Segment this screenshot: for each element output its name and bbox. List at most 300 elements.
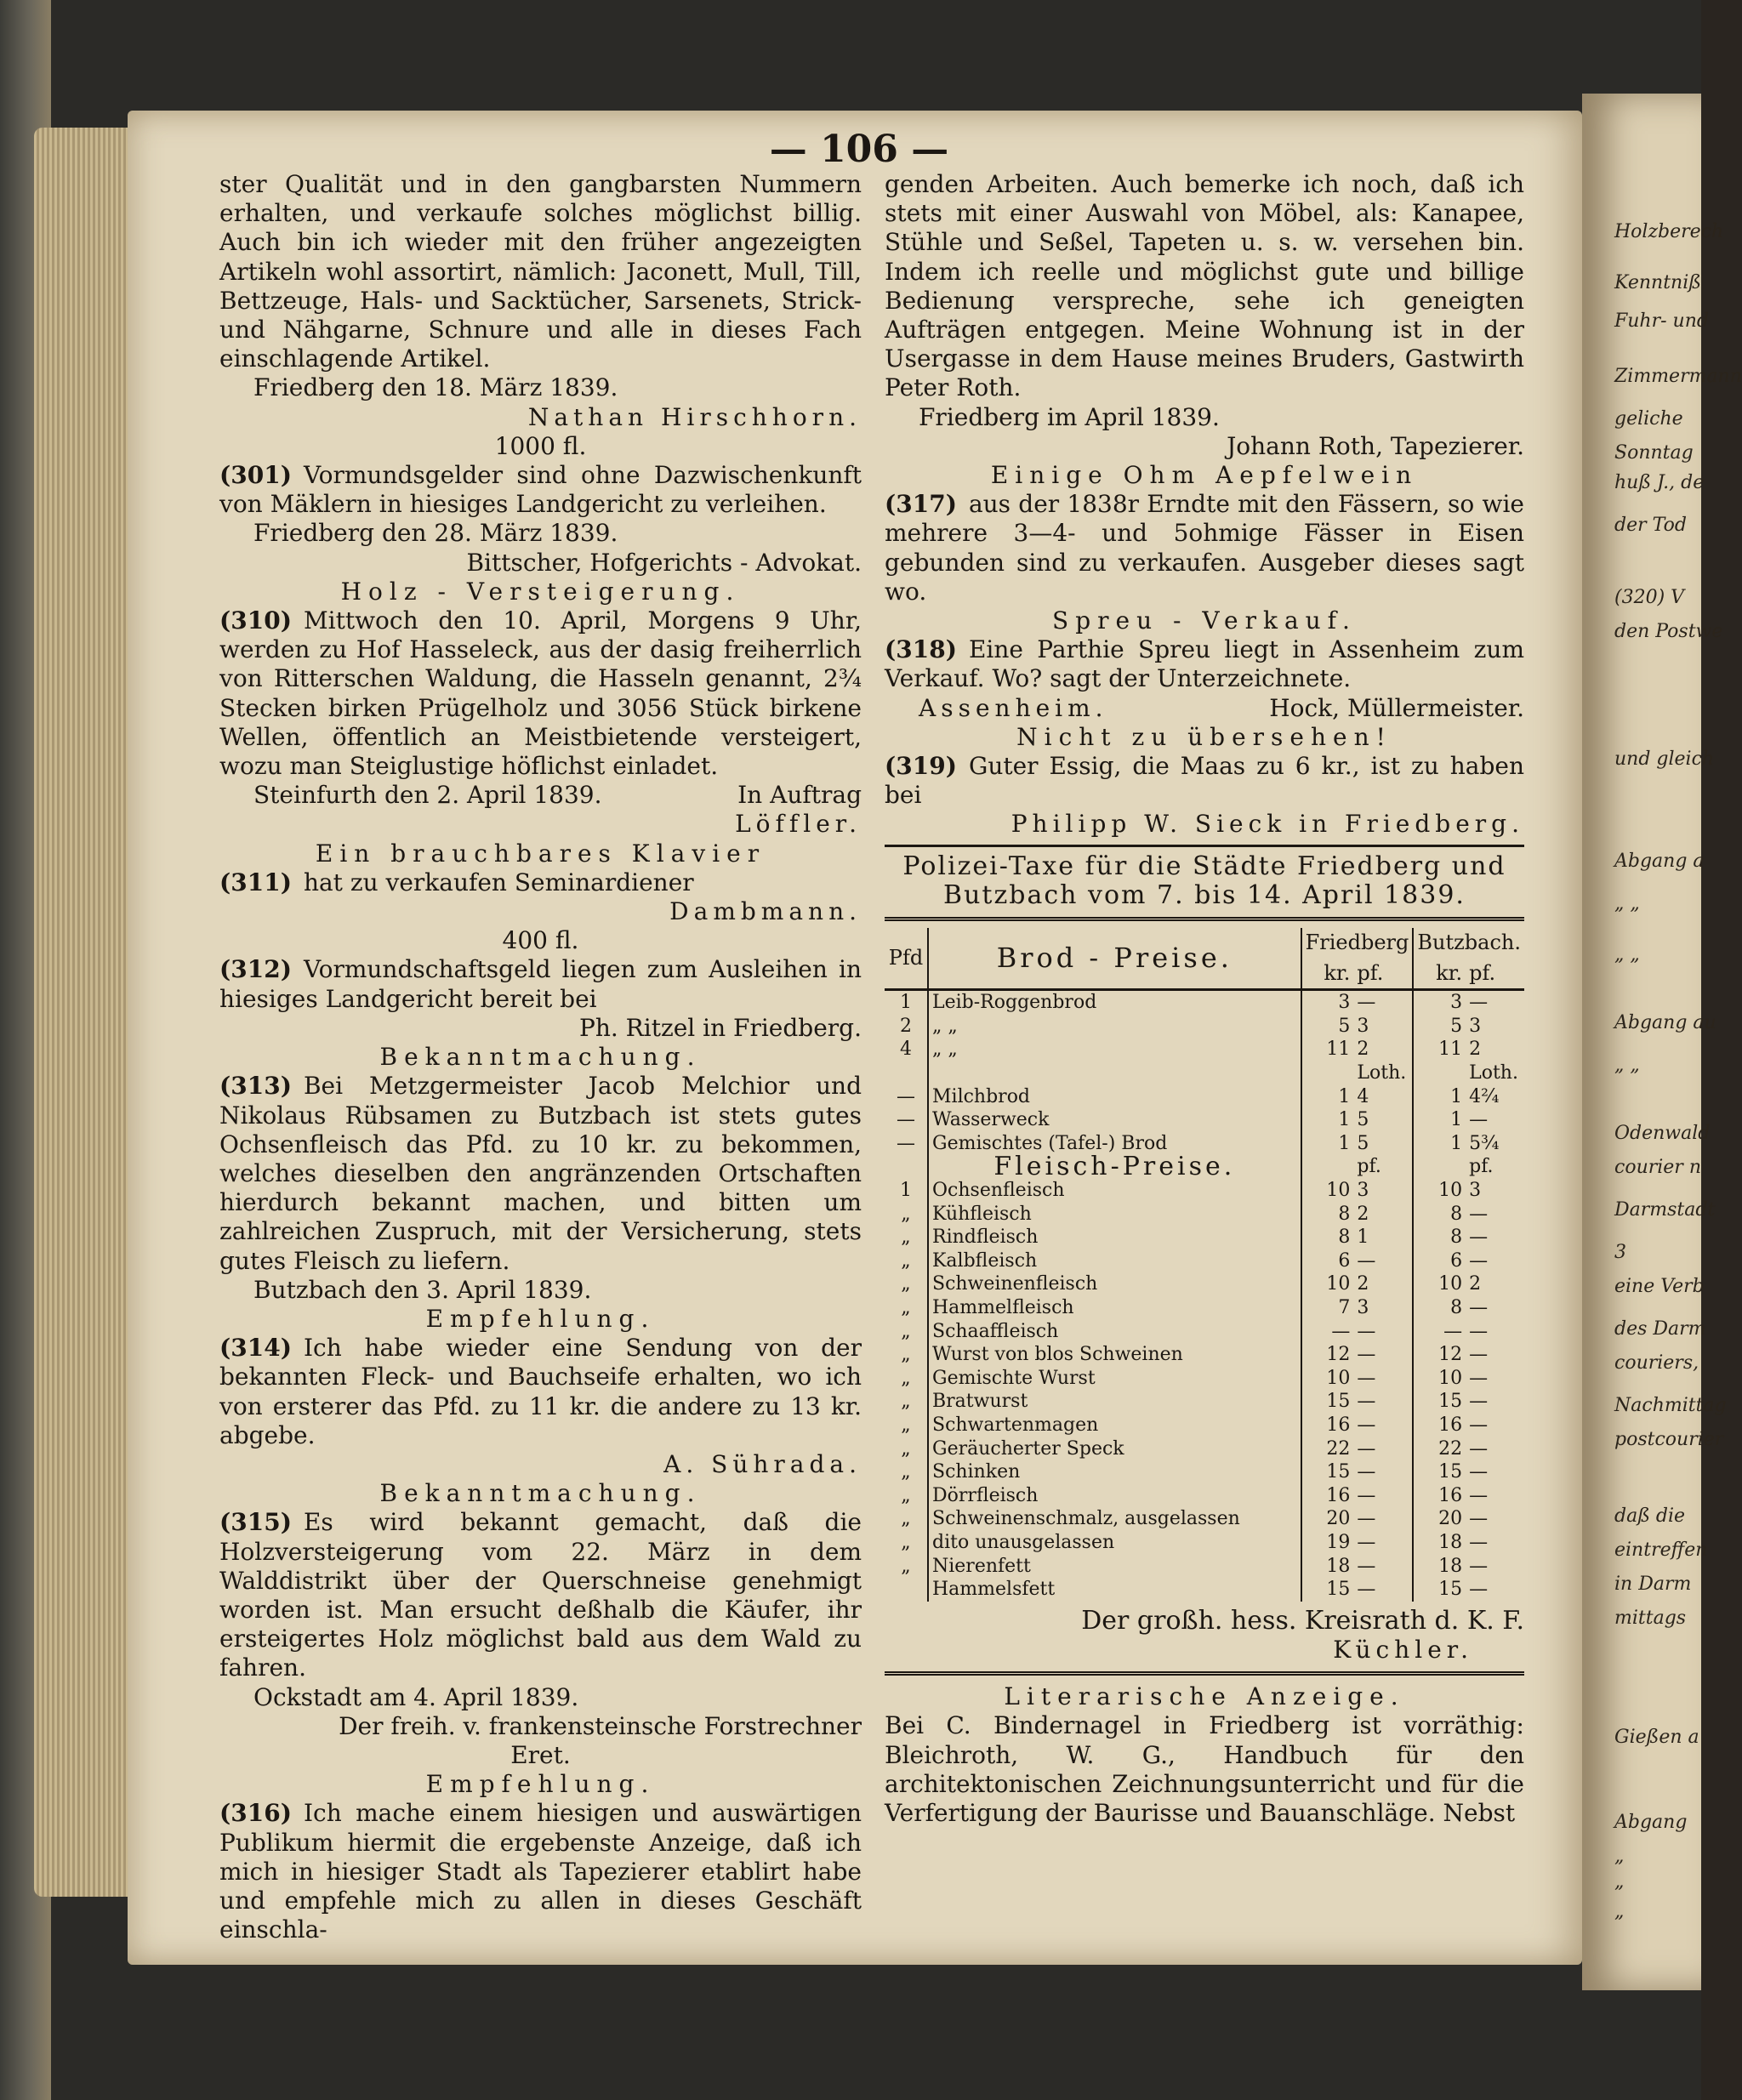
fleisch-butzbach-kr: 10: [1413, 1272, 1466, 1296]
facing-page-fragment: courier n: [1614, 1157, 1701, 1178]
ad-315-signature-1: Der freih. v. frankensteinsche Forstrechner: [339, 1711, 862, 1740]
brod-butzbach-kr: 1: [1413, 1085, 1466, 1109]
fleisch-row: [885, 1507, 1524, 1531]
brod-butzbach-pf: 4²⁄₄: [1469, 1085, 1500, 1107]
fleisch-butzbach-pf: —: [1469, 1508, 1489, 1530]
ad-310-number: (310): [219, 606, 292, 635]
ad-318: [885, 635, 1524, 693]
fleisch-butzbach-kr: 10: [1413, 1367, 1466, 1391]
price-table-signature-2: Küchler.: [1333, 1635, 1473, 1664]
fleisch-friedberg-pf: —: [1357, 1414, 1376, 1436]
ad-319-signature: Philipp W. Sieck in Friedberg.: [1010, 810, 1524, 839]
fleisch-friedberg-kr: —: [1301, 1320, 1354, 1344]
fleisch-friedberg-pf: 1: [1357, 1226, 1369, 1249]
ad-301: [219, 461, 862, 519]
brod-butzbach-pf: —: [1469, 1109, 1489, 1131]
fleisch-butzbach-pf: —: [1469, 1226, 1489, 1249]
intro-text: ster Qualität und in den gangbarsten Nummern erhalten, und verkaufe solches möglichst billig. Auch bin ich wieder mit den früher angezeigten Artikeln wohl assortirt, nämlich: Jaconett, Mull, Till, Bettzeuge, Hals- und Sacktücher, Sarsenets, Strick- und Nähgarne, Schnure und alle in dieses Fach einschlagende Artikel.: [219, 170, 862, 373]
fleisch-friedberg-kr: 19: [1301, 1531, 1354, 1555]
fleisch-row: [885, 1484, 1524, 1508]
brod-butzbach-kr: [1413, 1061, 1466, 1085]
ad-314-text: Ich habe wieder eine Sendung von der bekannten Fleck- und Bauchseife erhalten, wo ich von ersterer das Pfd. zu 11 kr. die andere zu 13 kr. abgebe.: [219, 1334, 862, 1449]
ad-315-number: (315): [219, 1508, 292, 1537]
fleisch-row: [885, 1414, 1524, 1437]
facing-page-fragment: „ „: [1614, 1055, 1640, 1076]
ad-313-heading: Bekanntmachung.: [379, 1043, 702, 1072]
fleisch-friedberg-kr: 18: [1301, 1555, 1354, 1579]
ad-315: [219, 1508, 862, 1682]
fleisch-item: Nierenfett: [932, 1555, 1031, 1577]
ad-310-heading: Holz - Versteigerung.: [340, 577, 741, 606]
fleisch-butzbach-pf: —: [1469, 1484, 1489, 1506]
fleisch-row: [885, 1460, 1524, 1484]
ad-312-signature: Ph. Ritzel in Friedberg.: [579, 1013, 862, 1042]
brod-butzbach-pf: 3: [1469, 1015, 1482, 1037]
fleisch-pf-label-2: pf.: [1469, 1156, 1494, 1178]
facing-page-fragment: Odenwald: [1614, 1123, 1711, 1144]
fleisch-friedberg-kr: 20: [1301, 1507, 1354, 1531]
ad-311-signature: Dambmann.: [669, 897, 862, 926]
col-friedberg-kr: kr.: [1301, 959, 1354, 990]
fleisch-butzbach-pf: —: [1469, 1461, 1489, 1483]
fleisch-butzbach-kr: 16: [1413, 1414, 1466, 1437]
facing-page-fragment: und gleich: [1614, 748, 1715, 770]
fleisch-row: [885, 1555, 1524, 1579]
fleisch-row: [885, 1390, 1524, 1414]
brod-row: [885, 1108, 1524, 1132]
fleisch-pfd: „: [885, 1437, 928, 1461]
fleisch-friedberg-pf: —: [1357, 1249, 1376, 1272]
fleisch-pfd: „: [885, 1367, 928, 1391]
ad-316-heading: Empfehlung.: [425, 1770, 656, 1799]
price-table-title: Polizei-Taxe für die Städte Friedberg und Butzbach vom 7. bis 14. April 1839.: [902, 851, 1506, 910]
fleisch-pfd: „: [885, 1226, 928, 1249]
fleisch-friedberg-kr: 15: [1301, 1460, 1354, 1484]
fleisch-item: Schinken: [932, 1461, 1021, 1483]
spacer-cell: [885, 1155, 928, 1179]
ad-318-text: Eine Parthie Spreu liegt in Assenheim zum Verkauf. Wo? sagt der Unterzeichnete.: [885, 635, 1524, 693]
brod-pfd: —: [885, 1085, 928, 1109]
fleisch-butzbach-pf: —: [1469, 1555, 1489, 1577]
ad-316-text: Ich mache einem hiesigen und auswärtigen Publikum hiermit die ergebenste Anzeige, daß ich mich in hiesiger Stadt als Tapezierer etablirt habe und empfehle mich zu allen in dieses Geschäft einschla-: [219, 1799, 862, 1944]
brod-row: [885, 1015, 1524, 1039]
ad-315-place: Ockstadt am 4. April 1839.: [253, 1682, 579, 1711]
col-butzbach-kr: kr.: [1413, 959, 1466, 990]
fleisch-butzbach-pf: 3: [1469, 1180, 1482, 1202]
fleisch-pfd: „: [885, 1507, 928, 1531]
facing-page-fragment: geliche: [1614, 408, 1683, 430]
fleisch-butzbach-kr: —: [1413, 1320, 1466, 1344]
ad-310-text: Mittwoch den 10. April, Morgens 9 Uhr, werden zu Hof Hasseleck, aus der dasig freiherrlich von Ritterschen Waldung, die Hasseln genannt, 2¾ Stecken birken Prügelholz und 3056 Stück birkene Wellen, öffentlich an Meistbietende versteigert, wozu man Steiglustige höflichst einladet.: [219, 606, 862, 781]
brod-pfd: —: [885, 1108, 928, 1132]
facing-page-fragment: „ „: [1614, 944, 1640, 965]
fleisch-item: Hammelsfett: [932, 1579, 1056, 1601]
ad-310-signature-2: Löffler.: [735, 810, 862, 839]
price-table: [885, 928, 1524, 1602]
fleisch-butzbach-kr: 6: [1413, 1249, 1466, 1273]
brod-row: [885, 1061, 1524, 1085]
ad-316: [219, 1799, 862, 1944]
fleisch-item: Bratwurst: [932, 1391, 1028, 1413]
fleisch-item: Wurst von blos Schweinen: [932, 1344, 1183, 1366]
divider: [885, 845, 1524, 847]
facing-page-fragment: eintreffen: [1614, 1539, 1708, 1561]
facing-page-fragment: mittags: [1614, 1608, 1687, 1629]
fleisch-friedberg-kr: 10: [1301, 1272, 1354, 1296]
col-butzbach-pf: pf.: [1466, 959, 1524, 990]
brod-friedberg-kr: 3: [1301, 990, 1354, 1015]
right-column: [885, 170, 1524, 1828]
ad-317: [885, 490, 1524, 606]
ad-301-heading: 1000 fl.: [494, 431, 587, 460]
facing-page-fragment: Abgang au: [1614, 1012, 1716, 1033]
ad-318-place-line: [885, 694, 1524, 723]
facing-page-fragment: „: [1614, 1846, 1625, 1867]
ad-314-number: (314): [219, 1334, 292, 1363]
fleisch-friedberg-pf: 3: [1357, 1296, 1369, 1318]
fleisch-friedberg-pf: —: [1357, 1531, 1376, 1553]
fleisch-item: Schweinenschmalz, ausgelassen: [932, 1508, 1240, 1530]
brod-butzbach-pf: —: [1469, 992, 1489, 1014]
fleisch-rows: [885, 1179, 1524, 1602]
ad-316-place: Friedberg im April 1839.: [919, 402, 1220, 431]
fleisch-item: Schwartenmagen: [932, 1414, 1099, 1436]
fleisch-pfd: „: [885, 1296, 928, 1320]
ad-319-heading: Nicht zu übersehen!: [1016, 722, 1392, 751]
fleisch-row: [885, 1179, 1524, 1203]
facing-page-fragment: Abgang a: [1614, 851, 1705, 872]
fleisch-butzbach-kr: 10: [1413, 1179, 1466, 1203]
ad-319: [885, 752, 1524, 810]
ad-316-number: (316): [219, 1799, 292, 1828]
fleisch-butzbach-kr: 12: [1413, 1343, 1466, 1367]
facing-page-fragment: Holzberech: [1614, 221, 1724, 242]
fleisch-friedberg-pf: —: [1357, 1437, 1376, 1460]
facing-page-fragment: Abgang: [1614, 1812, 1688, 1833]
col-butzbach: Butzbach.: [1413, 928, 1524, 959]
ad-316-continued: genden Arbeiten. Auch bemerke ich noch, daß ich stets mit einer Auswahl von Möbel, als: Kanapee, Stühle und Seßel, Tapeten u. s. w. versehen bin. Indem ich reelle und möglichst gute und billige Bedienung verspreche, sehe ich geneigten Aufträgen entgegen. Meine Wohnung ist in der Usergasse in dem Hause meines Bruders, Gastwirth Peter Roth.: [885, 170, 1524, 402]
ad-310: [219, 606, 862, 781]
brod-item: „ „: [932, 1015, 958, 1037]
fleisch-friedberg-pf: —: [1357, 1484, 1376, 1506]
fleisch-friedberg-pf: —: [1357, 1579, 1376, 1601]
brod-butzbach-pf: Loth.: [1469, 1062, 1518, 1084]
ad-311: [219, 868, 862, 897]
ad-318-number: (318): [885, 635, 957, 664]
fleisch-friedberg-pf: —: [1357, 1461, 1376, 1483]
brod-row: [885, 1038, 1524, 1061]
fleisch-pfd: „: [885, 1531, 928, 1555]
fleisch-row: [885, 1203, 1524, 1226]
ad-318-signature: Hock, Müllermeister.: [1269, 693, 1524, 722]
fleisch-butzbach-pf: —: [1469, 1203, 1489, 1225]
brod-pfd: —: [885, 1132, 928, 1156]
fleisch-butzbach-pf: —: [1469, 1296, 1489, 1318]
facing-page-fragment: Zimmermann: [1614, 366, 1742, 387]
ad-319-number: (319): [885, 752, 957, 781]
fleisch-friedberg-kr: 10: [1301, 1367, 1354, 1391]
facing-page-fragment: in Darm: [1614, 1574, 1692, 1595]
brod-friedberg-kr: 11: [1301, 1038, 1354, 1061]
fleisch-item: Kühfleisch: [932, 1203, 1032, 1225]
fleisch-heading-row: [885, 1152, 1524, 1182]
fleisch-butzbach-kr: 18: [1413, 1531, 1466, 1555]
facing-page-fragment: eine Verb: [1614, 1276, 1705, 1297]
ad-312: [219, 955, 862, 1013]
facing-page-fragment: der Tod: [1614, 515, 1687, 536]
fleisch-friedberg-kr: 10: [1301, 1179, 1354, 1203]
fleisch-friedberg-pf: —: [1357, 1320, 1376, 1342]
facing-page-fragment: Gießen a: [1614, 1727, 1699, 1748]
fleisch-friedberg-kr: 6: [1301, 1249, 1354, 1273]
double-rule-2: [885, 1671, 1524, 1676]
fleisch-item: Ochsenfleisch: [932, 1180, 1065, 1202]
brod-friedberg-kr: 5: [1301, 1015, 1354, 1039]
ad-315-heading: Bekanntmachung.: [379, 1479, 702, 1508]
brod-friedberg-pf: 4: [1357, 1085, 1369, 1107]
fleisch-butzbach-pf: —: [1469, 1367, 1489, 1389]
facing-page-fragment: (320) V: [1614, 587, 1685, 608]
fleisch-row: [885, 1296, 1524, 1320]
intro-signature: Nathan Hirschhorn.: [527, 402, 862, 431]
facing-page-fragment: couriers,: [1614, 1352, 1699, 1374]
fleisch-row: [885, 1320, 1524, 1344]
ad-313-place: Butzbach den 3. April 1839.: [253, 1275, 592, 1304]
facing-page-fragment: Sonntag: [1614, 442, 1694, 464]
fleisch-friedberg-kr: 16: [1301, 1414, 1354, 1437]
ad-315-text: Es wird bekannt gemacht, daß die Holzversteigerung vom 22. März in dem Walddistrikt über der Querschneise genehmigt worden ist. Man ersucht deßhalb die Käufer, ihr ersteigertes Holz möglichst bald aus dem Wald zu fahren.: [219, 1508, 862, 1682]
brod-item: Milchbrod: [932, 1085, 1031, 1107]
ad-319-text: Guter Essig, die Maas zu 6 kr., ist zu haben bei: [885, 752, 1524, 810]
fleisch-butzbach-kr: 15: [1413, 1578, 1466, 1602]
fleisch-row: [885, 1367, 1524, 1391]
ad-318-heading: Spreu - Verkauf.: [1052, 606, 1357, 635]
left-column: [219, 170, 862, 1944]
fleisch-pfd: „: [885, 1484, 928, 1508]
ad-301-place: Friedberg den 28. März 1839.: [253, 519, 618, 548]
fleisch-friedberg-kr: 15: [1301, 1390, 1354, 1414]
col-friedberg-pf: pf.: [1353, 959, 1413, 990]
fleisch-friedberg-pf: —: [1357, 1391, 1376, 1413]
literary-text: Bei C. Bindernagel in Friedberg ist vorräthig: Bleichroth, W. G., Handbuch für den architektonischen Zeichnungsunterricht und für die Verfertigung der Baurisse und Bauanschläge. Nebst: [885, 1711, 1524, 1827]
fleisch-butzbach-pf: —: [1469, 1579, 1489, 1601]
brod-butzbach-pf: 2: [1469, 1039, 1482, 1061]
fleisch-row: [885, 1578, 1524, 1602]
fleisch-butzbach-pf: —: [1469, 1531, 1489, 1553]
fleisch-butzbach-pf: —: [1469, 1249, 1489, 1272]
fleisch-pfd: „: [885, 1390, 928, 1414]
brod-friedberg-kr: [1301, 1061, 1354, 1085]
intro-place: Friedberg den 18. März 1839.: [253, 373, 618, 402]
facing-page-fragment: postcourier: [1614, 1429, 1724, 1450]
facing-page-fragment: daß die: [1614, 1505, 1686, 1527]
facing-page-fragment: des Darm: [1614, 1318, 1706, 1340]
fleisch-pfd: [885, 1578, 928, 1602]
fleisch-friedberg-pf: —: [1357, 1508, 1376, 1530]
brod-friedberg-kr: 1: [1301, 1108, 1354, 1132]
fleisch-butzbach-kr: 15: [1413, 1460, 1466, 1484]
page-number: — 106 —: [769, 128, 949, 171]
fleisch-friedberg-pf: 2: [1357, 1203, 1369, 1225]
ad-311-text: hat zu verkaufen Seminardiener: [303, 868, 694, 896]
fleisch-friedberg-kr: 8: [1301, 1203, 1354, 1226]
brod-rows: [885, 990, 1524, 1156]
spacer-cell: [1301, 1155, 1354, 1179]
ad-313-number: (313): [219, 1072, 292, 1101]
facing-page-fragment: Darmstadt: [1614, 1199, 1716, 1221]
spacer-cell: [1413, 1155, 1466, 1179]
fleisch-friedberg-kr: 16: [1301, 1484, 1354, 1508]
fleisch-friedberg-pf: 2: [1357, 1273, 1369, 1295]
fleisch-friedberg-pf: 3: [1357, 1180, 1369, 1202]
facing-page-fragment: „: [1614, 1901, 1625, 1922]
facing-page-fragment: Kenntniß: [1614, 272, 1701, 293]
brod-friedberg-pf: 5: [1357, 1132, 1369, 1154]
brod-pfd: [885, 1061, 928, 1085]
brod-butzbach-pf: 5¾: [1469, 1132, 1500, 1154]
brod-butzbach-kr: 1: [1413, 1132, 1466, 1156]
brod-friedberg-pf: 3: [1357, 1015, 1369, 1037]
fleisch-friedberg-pf: —: [1357, 1555, 1376, 1577]
brod-friedberg-pf: 2: [1357, 1039, 1369, 1061]
brod-butzbach-kr: 5: [1413, 1015, 1466, 1039]
ad-312-number: (312): [219, 955, 292, 984]
ad-313: [219, 1072, 862, 1275]
fleisch-heading: Fleisch-Preise.: [993, 1152, 1236, 1182]
facing-page: [1582, 94, 1742, 1990]
col-friedberg: Friedberg: [1301, 928, 1414, 959]
fleisch-butzbach-kr: 8: [1413, 1203, 1466, 1226]
fleisch-friedberg-kr: 15: [1301, 1578, 1354, 1602]
fleisch-butzbach-pf: —: [1469, 1344, 1489, 1366]
fleisch-butzbach-kr: 15: [1413, 1390, 1466, 1414]
brod-friedberg-pf: 5: [1357, 1109, 1369, 1131]
fleisch-pfd: „: [885, 1414, 928, 1437]
ad-310-signature-1: In Auftrag: [737, 781, 862, 810]
ad-314-signature: A. Sühradа.: [663, 1449, 862, 1478]
fleisch-friedberg-pf: —: [1357, 1344, 1376, 1366]
fleisch-butzbach-pf: 2: [1469, 1273, 1482, 1295]
fleisch-pfd: „: [885, 1460, 928, 1484]
facing-page-fragment: huß J., de: [1614, 472, 1705, 493]
ad-312-heading: 400 fl.: [502, 926, 579, 955]
fleisch-butzbach-pf: —: [1469, 1391, 1489, 1413]
brod-item: Gemischtes (Tafel-) Brod: [932, 1132, 1168, 1154]
brod-butzbach-kr: 3: [1413, 990, 1466, 1015]
facing-page-fragment: 3: [1614, 1242, 1626, 1263]
col-pfd: Pfd: [885, 928, 928, 990]
facing-page-fragment: Fuhr- und: [1614, 310, 1709, 332]
facing-page-fragment: „: [1614, 1871, 1625, 1892]
fleisch-item: Geräucherter Speck: [932, 1437, 1124, 1460]
fleisch-butzbach-kr: 18: [1413, 1555, 1466, 1579]
fleisch-butzbach-kr: 16: [1413, 1484, 1466, 1508]
fleisch-pfd: 1: [885, 1179, 928, 1203]
ad-311-heading: Ein brauchbares Klavier: [315, 839, 766, 868]
price-table-signature-1: Der großh. hess. Kreisrath d. K. F.: [1081, 1605, 1524, 1636]
fleisch-item: Rindfleisch: [932, 1226, 1039, 1249]
brod-pfd: 4: [885, 1038, 928, 1061]
ad-318-place: Assenheim.: [919, 693, 1108, 722]
brod-item: [928, 1061, 1301, 1085]
fleisch-butzbach-kr: 8: [1413, 1296, 1466, 1320]
ad-310-place-text: Steinfurth den 2. April 1839.: [253, 781, 602, 810]
brod-pfd: 2: [885, 1015, 928, 1039]
brod-item: Wasserweck: [932, 1109, 1050, 1131]
fleisch-butzbach-pf: —: [1469, 1437, 1489, 1460]
double-rule: [885, 917, 1524, 921]
brod-row: [885, 1085, 1524, 1109]
fleisch-item: Schaaffleisch: [932, 1320, 1059, 1342]
facing-page-fragment: den Postwe: [1614, 621, 1723, 642]
ad-313-text: Bei Metzgermeister Jacob Melchior und Nikolaus Rübsamen zu Butzbach ist stets gutes Ochsenfleisch das Pfd. zu 10 kr. zu bekommen, welches dieselben den angränzenden Ortschaften hierdurch bekannt machen, und bitten um zahlreichen Zuspruch, mit der Versicherung, stets gutes Fleisch zu liefern.: [219, 1072, 862, 1275]
ad-316-signature: Johann Roth, Tapezierer.: [1227, 431, 1524, 460]
fleisch-butzbach-kr: 8: [1413, 1226, 1466, 1249]
fleisch-pfd: „: [885, 1249, 928, 1273]
fleisch-item: dito unausgelassen: [932, 1531, 1115, 1553]
brod-row: [885, 990, 1524, 1015]
brod-friedberg-kr: 1: [1301, 1085, 1354, 1109]
ad-317-text: aus der 1838r Erndte mit den Fässern, so wie mehrere 3—4- und 5ohmige Fässer in Eisen gebunden sind zu verkaufen. Ausgeber dieses sagt wo.: [885, 490, 1524, 606]
brod-butzbach-kr: 11: [1413, 1038, 1466, 1061]
ad-315-signature-2: Eret.: [510, 1740, 571, 1769]
fleisch-friedberg-kr: 7: [1301, 1296, 1354, 1320]
fleisch-friedberg-kr: 22: [1301, 1437, 1354, 1461]
ad-314: [219, 1334, 862, 1450]
fleisch-butzbach-pf: —: [1469, 1414, 1489, 1436]
fleisch-butzbach-pf: —: [1469, 1320, 1489, 1342]
fleisch-pfd: „: [885, 1555, 928, 1579]
fleisch-row: [885, 1531, 1524, 1555]
facing-page-fragment: Nachmittag: [1614, 1395, 1727, 1416]
ad-312-text: Vormundschaftsgeld liegen zum Ausleihen in hiesiges Landgericht bereit bei: [219, 955, 862, 1013]
ad-301-text: Vormundsgelder sind ohne Dazwischenkunft von Mäklern in hiesiges Landgericht zu verleihen.: [219, 461, 862, 519]
fleisch-row: [885, 1343, 1524, 1367]
fleisch-friedberg-kr: 8: [1301, 1226, 1354, 1249]
ad-317-number: (317): [885, 490, 957, 519]
fleisch-item: Gemischte Wurst: [932, 1367, 1096, 1389]
fleisch-pfd: „: [885, 1343, 928, 1367]
page-stack: [34, 128, 136, 1897]
brod-item: „ „: [932, 1039, 958, 1061]
fleisch-row: [885, 1226, 1524, 1249]
ad-317-heading: Einige Ohm Aepfelwein: [990, 461, 1419, 490]
fleisch-pf-label-1: pf.: [1357, 1156, 1381, 1178]
fleisch-pfd: „: [885, 1203, 928, 1226]
fleisch-friedberg-kr: 12: [1301, 1343, 1354, 1367]
facing-page-fragment: „ „: [1614, 893, 1640, 914]
fleisch-item: Schweinenfleisch: [932, 1273, 1098, 1295]
ad-301-signature: Bittscher, Hofgerichts - Advokat.: [466, 548, 862, 577]
ad-311-number: (311): [219, 868, 292, 896]
fleisch-row: [885, 1272, 1524, 1296]
fleisch-item: Dörrfleisch: [932, 1484, 1039, 1506]
ad-301-number: (301): [219, 461, 292, 490]
fleisch-item: Kalbfleisch: [932, 1249, 1038, 1272]
fleisch-pfd: „: [885, 1272, 928, 1296]
brod-pfd: 1: [885, 990, 928, 1015]
ad-310-place: [219, 781, 862, 810]
fleisch-row: [885, 1249, 1524, 1273]
fleisch-pfd: „: [885, 1320, 928, 1344]
brod-item: Leib-Roggenbrod: [932, 992, 1097, 1014]
fleisch-butzbach-kr: 22: [1413, 1437, 1466, 1461]
fleisch-friedberg-pf: —: [1357, 1367, 1376, 1389]
brod-friedberg-kr: 1: [1301, 1132, 1354, 1156]
fleisch-butzbach-kr: 20: [1413, 1507, 1466, 1531]
ad-314-heading: Empfehlung.: [425, 1304, 656, 1333]
brod-butzbach-kr: 1: [1413, 1108, 1466, 1132]
